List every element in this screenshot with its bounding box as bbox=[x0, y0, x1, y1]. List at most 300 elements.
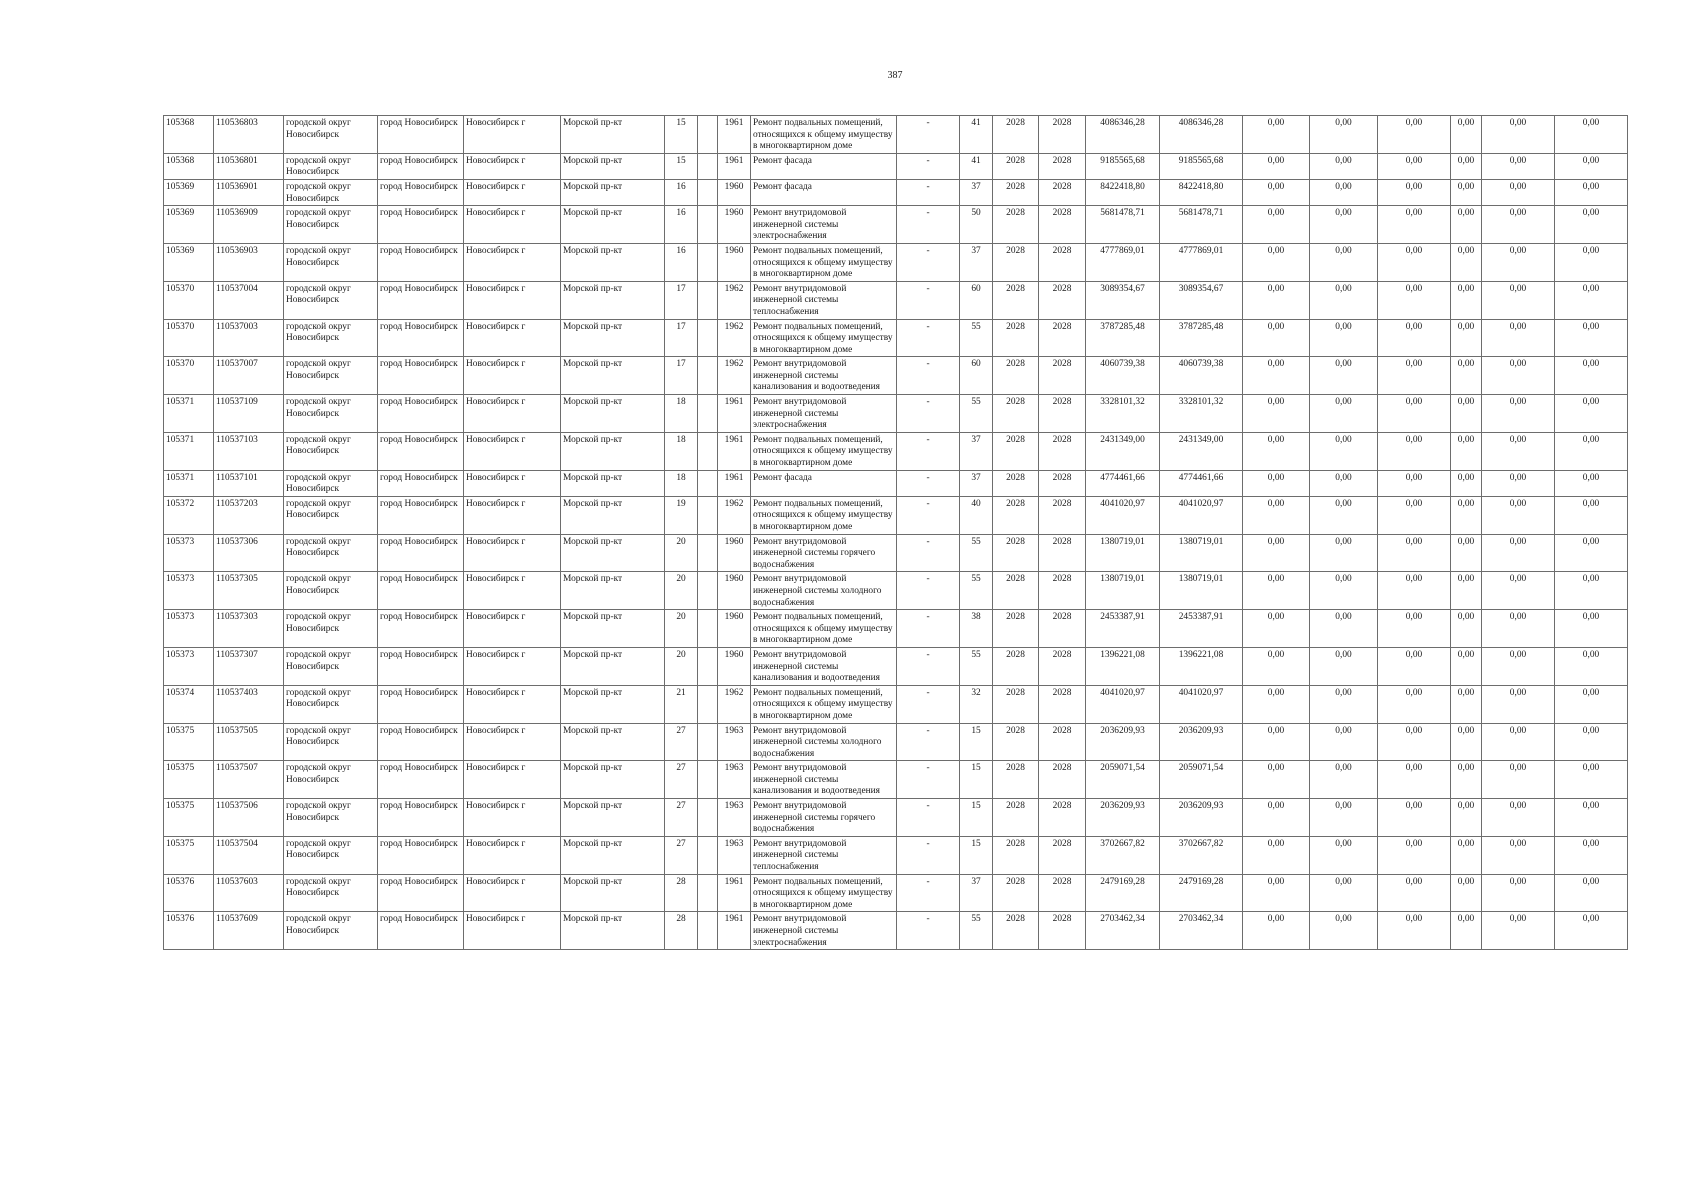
cell-total-cost: 2703462,34 bbox=[1086, 912, 1160, 950]
cell-wear-percent: 55 bbox=[960, 912, 993, 950]
cell-budget-federal: 0,00 bbox=[1243, 836, 1310, 874]
cell-plan-start-year: 2028 bbox=[993, 912, 1039, 950]
cell-mark: - bbox=[897, 912, 960, 950]
cell-extra: 0,00 bbox=[1555, 874, 1628, 912]
cell-budget-federal: 0,00 bbox=[1243, 647, 1310, 685]
cell-plan-start-year: 2028 bbox=[993, 116, 1039, 154]
cell-other-sources: 0,00 bbox=[1482, 534, 1555, 572]
cell-locality: Новосибирск г bbox=[464, 395, 561, 433]
cell-house-id: 105373 bbox=[164, 647, 214, 685]
cell-plan-start-year: 2028 bbox=[993, 319, 1039, 357]
cell-total-cost: 2431349,00 bbox=[1086, 432, 1160, 470]
cell-budget-local: 0,00 bbox=[1378, 153, 1451, 179]
cell-street: Морской пр-кт bbox=[561, 395, 665, 433]
cell-work-id: 110537504 bbox=[214, 836, 284, 874]
cell-street: Морской пр-кт bbox=[561, 153, 665, 179]
cell-budget-regional: 0,00 bbox=[1310, 534, 1378, 572]
cell-settlement: город Новосибирск bbox=[378, 206, 464, 244]
cell-fund-cost: 4041020,97 bbox=[1160, 685, 1243, 723]
cell-work-id: 110537505 bbox=[214, 723, 284, 761]
cell-locality: Новосибирск г bbox=[464, 685, 561, 723]
cell-work-type: Ремонт подвальных помещений, относящихся к общему имуществу в многоквартирном доме bbox=[751, 243, 897, 281]
cell-street: Морской пр-кт bbox=[561, 799, 665, 837]
table-row bbox=[164, 610, 1628, 648]
cell-year-built: 1962 bbox=[718, 319, 751, 357]
cell-plan-start-year: 2028 bbox=[993, 836, 1039, 874]
cell-owners-share: 0,00 bbox=[1451, 395, 1482, 433]
cell-year-built: 1963 bbox=[718, 723, 751, 761]
cell-budget-regional: 0,00 bbox=[1310, 432, 1378, 470]
cell-fund-cost: 2479169,28 bbox=[1160, 874, 1243, 912]
cell-settlement: город Новосибирск bbox=[378, 243, 464, 281]
cell-locality: Новосибирск г bbox=[464, 357, 561, 395]
cell-plan-start-year: 2028 bbox=[993, 206, 1039, 244]
cell-building bbox=[698, 685, 718, 723]
cell-other-sources: 0,00 bbox=[1482, 836, 1555, 874]
cell-plan-start-year: 2028 bbox=[993, 723, 1039, 761]
cell-house-id: 105371 bbox=[164, 470, 214, 496]
cell-year-built: 1960 bbox=[718, 647, 751, 685]
cell-budget-federal: 0,00 bbox=[1243, 610, 1310, 648]
cell-house-id: 105375 bbox=[164, 761, 214, 799]
cell-mark: - bbox=[897, 647, 960, 685]
cell-municipal-district: городской округ Новосибирск bbox=[284, 470, 378, 496]
cell-other-sources: 0,00 bbox=[1482, 153, 1555, 179]
cell-extra: 0,00 bbox=[1555, 470, 1628, 496]
cell-year-built: 1961 bbox=[718, 874, 751, 912]
cell-work-type: Ремонт внутридомовой инженерной системы теплоснабжения bbox=[751, 836, 897, 874]
cell-fund-cost: 2036209,93 bbox=[1160, 723, 1243, 761]
cell-budget-local: 0,00 bbox=[1378, 179, 1451, 205]
cell-owners-share: 0,00 bbox=[1451, 723, 1482, 761]
cell-plan-end-year: 2028 bbox=[1039, 470, 1086, 496]
cell-owners-share: 0,00 bbox=[1451, 432, 1482, 470]
cell-budget-local: 0,00 bbox=[1378, 647, 1451, 685]
table-row bbox=[164, 357, 1628, 395]
cell-house-number: 16 bbox=[665, 206, 698, 244]
cell-other-sources: 0,00 bbox=[1482, 281, 1555, 319]
cell-work-type: Ремонт подвальных помещений, относящихся к общему имуществу в многоквартирном доме bbox=[751, 116, 897, 154]
cell-settlement: город Новосибирск bbox=[378, 836, 464, 874]
cell-owners-share: 0,00 bbox=[1451, 243, 1482, 281]
cell-year-built: 1962 bbox=[718, 496, 751, 534]
cell-other-sources: 0,00 bbox=[1482, 243, 1555, 281]
cell-owners-share: 0,00 bbox=[1451, 357, 1482, 395]
cell-work-id: 110537007 bbox=[214, 357, 284, 395]
cell-budget-regional: 0,00 bbox=[1310, 470, 1378, 496]
cell-fund-cost: 9185565,68 bbox=[1160, 153, 1243, 179]
cell-wear-percent: 55 bbox=[960, 395, 993, 433]
cell-mark: - bbox=[897, 395, 960, 433]
cell-budget-local: 0,00 bbox=[1378, 572, 1451, 610]
cell-fund-cost: 1396221,08 bbox=[1160, 647, 1243, 685]
cell-wear-percent: 60 bbox=[960, 357, 993, 395]
cell-wear-percent: 55 bbox=[960, 572, 993, 610]
cell-house-id: 105376 bbox=[164, 912, 214, 950]
cell-work-type: Ремонт фасада bbox=[751, 470, 897, 496]
cell-house-number: 18 bbox=[665, 470, 698, 496]
cell-budget-federal: 0,00 bbox=[1243, 874, 1310, 912]
cell-plan-start-year: 2028 bbox=[993, 432, 1039, 470]
cell-year-built: 1960 bbox=[718, 206, 751, 244]
cell-work-id: 110537507 bbox=[214, 761, 284, 799]
cell-budget-federal: 0,00 bbox=[1243, 685, 1310, 723]
cell-extra: 0,00 bbox=[1555, 319, 1628, 357]
cell-settlement: город Новосибирск bbox=[378, 761, 464, 799]
table-row bbox=[164, 496, 1628, 534]
cell-locality: Новосибирск г bbox=[464, 153, 561, 179]
cell-municipal-district: городской округ Новосибирск bbox=[284, 610, 378, 648]
cell-mark: - bbox=[897, 470, 960, 496]
cell-house-number: 21 bbox=[665, 685, 698, 723]
cell-fund-cost: 4777869,01 bbox=[1160, 243, 1243, 281]
cell-extra: 0,00 bbox=[1555, 243, 1628, 281]
cell-plan-start-year: 2028 bbox=[993, 153, 1039, 179]
cell-extra: 0,00 bbox=[1555, 685, 1628, 723]
cell-house-id: 105370 bbox=[164, 357, 214, 395]
cell-building bbox=[698, 319, 718, 357]
cell-work-id: 110537506 bbox=[214, 799, 284, 837]
table-row bbox=[164, 179, 1628, 205]
cell-owners-share: 0,00 bbox=[1451, 572, 1482, 610]
cell-building bbox=[698, 470, 718, 496]
cell-mark: - bbox=[897, 357, 960, 395]
cell-house-id: 105372 bbox=[164, 496, 214, 534]
cell-building bbox=[698, 206, 718, 244]
cell-municipal-district: городской округ Новосибирск bbox=[284, 799, 378, 837]
cell-municipal-district: городской округ Новосибирск bbox=[284, 395, 378, 433]
cell-budget-federal: 0,00 bbox=[1243, 761, 1310, 799]
table-row bbox=[164, 243, 1628, 281]
cell-budget-local: 0,00 bbox=[1378, 534, 1451, 572]
cell-other-sources: 0,00 bbox=[1482, 761, 1555, 799]
cell-fund-cost: 3787285,48 bbox=[1160, 319, 1243, 357]
cell-building bbox=[698, 179, 718, 205]
cell-mark: - bbox=[897, 836, 960, 874]
cell-municipal-district: городской округ Новосибирск bbox=[284, 319, 378, 357]
cell-work-type: Ремонт подвальных помещений, относящихся к общему имуществу в многоквартирном доме bbox=[751, 319, 897, 357]
cell-work-id: 110537203 bbox=[214, 496, 284, 534]
cell-house-number: 17 bbox=[665, 319, 698, 357]
table-body bbox=[164, 116, 1628, 950]
cell-other-sources: 0,00 bbox=[1482, 572, 1555, 610]
cell-budget-local: 0,00 bbox=[1378, 432, 1451, 470]
cell-budget-local: 0,00 bbox=[1378, 912, 1451, 950]
cell-fund-cost: 2431349,00 bbox=[1160, 432, 1243, 470]
cell-work-type: Ремонт внутридомовой инженерной системы канализования и водоотведения bbox=[751, 647, 897, 685]
cell-street: Морской пр-кт bbox=[561, 685, 665, 723]
cell-building bbox=[698, 647, 718, 685]
cell-street: Морской пр-кт bbox=[561, 319, 665, 357]
table-row bbox=[164, 470, 1628, 496]
cell-settlement: город Новосибирск bbox=[378, 395, 464, 433]
cell-street: Морской пр-кт bbox=[561, 761, 665, 799]
table-row bbox=[164, 432, 1628, 470]
cell-other-sources: 0,00 bbox=[1482, 206, 1555, 244]
cell-fund-cost: 3089354,67 bbox=[1160, 281, 1243, 319]
cell-extra: 0,00 bbox=[1555, 799, 1628, 837]
cell-total-cost: 1396221,08 bbox=[1086, 647, 1160, 685]
cell-other-sources: 0,00 bbox=[1482, 799, 1555, 837]
cell-house-id: 105368 bbox=[164, 116, 214, 154]
cell-budget-regional: 0,00 bbox=[1310, 357, 1378, 395]
cell-extra: 0,00 bbox=[1555, 395, 1628, 433]
cell-owners-share: 0,00 bbox=[1451, 799, 1482, 837]
cell-budget-local: 0,00 bbox=[1378, 243, 1451, 281]
cell-year-built: 1960 bbox=[718, 243, 751, 281]
cell-year-built: 1962 bbox=[718, 685, 751, 723]
table-row bbox=[164, 153, 1628, 179]
cell-plan-end-year: 2028 bbox=[1039, 281, 1086, 319]
cell-budget-federal: 0,00 bbox=[1243, 432, 1310, 470]
table-row bbox=[164, 912, 1628, 950]
cell-mark: - bbox=[897, 179, 960, 205]
cell-municipal-district: городской округ Новосибирск bbox=[284, 153, 378, 179]
cell-budget-federal: 0,00 bbox=[1243, 116, 1310, 154]
cell-budget-local: 0,00 bbox=[1378, 281, 1451, 319]
cell-house-number: 28 bbox=[665, 912, 698, 950]
cell-settlement: город Новосибирск bbox=[378, 319, 464, 357]
cell-other-sources: 0,00 bbox=[1482, 610, 1555, 648]
cell-budget-local: 0,00 bbox=[1378, 874, 1451, 912]
cell-house-number: 15 bbox=[665, 116, 698, 154]
cell-total-cost: 4086346,28 bbox=[1086, 116, 1160, 154]
cell-house-id: 105375 bbox=[164, 723, 214, 761]
cell-municipal-district: городской округ Новосибирск bbox=[284, 206, 378, 244]
cell-street: Морской пр-кт bbox=[561, 723, 665, 761]
cell-plan-end-year: 2028 bbox=[1039, 685, 1086, 723]
cell-budget-federal: 0,00 bbox=[1243, 319, 1310, 357]
cell-wear-percent: 32 bbox=[960, 685, 993, 723]
table-row bbox=[164, 534, 1628, 572]
cell-budget-federal: 0,00 bbox=[1243, 243, 1310, 281]
cell-total-cost: 2453387,91 bbox=[1086, 610, 1160, 648]
cell-work-id: 110536901 bbox=[214, 179, 284, 205]
cell-building bbox=[698, 281, 718, 319]
cell-budget-local: 0,00 bbox=[1378, 395, 1451, 433]
cell-work-type: Ремонт внутридомовой инженерной системы электроснабжения bbox=[751, 206, 897, 244]
cell-mark: - bbox=[897, 874, 960, 912]
cell-work-type: Ремонт подвальных помещений, относящихся к общему имуществу в многоквартирном доме bbox=[751, 874, 897, 912]
cell-other-sources: 0,00 bbox=[1482, 179, 1555, 205]
cell-budget-regional: 0,00 bbox=[1310, 281, 1378, 319]
cell-extra: 0,00 bbox=[1555, 836, 1628, 874]
cell-building bbox=[698, 874, 718, 912]
cell-plan-end-year: 2028 bbox=[1039, 319, 1086, 357]
cell-work-id: 110537307 bbox=[214, 647, 284, 685]
cell-settlement: город Новосибирск bbox=[378, 534, 464, 572]
cell-plan-end-year: 2028 bbox=[1039, 206, 1086, 244]
cell-locality: Новосибирск г bbox=[464, 799, 561, 837]
cell-budget-federal: 0,00 bbox=[1243, 572, 1310, 610]
cell-other-sources: 0,00 bbox=[1482, 319, 1555, 357]
cell-settlement: город Новосибирск bbox=[378, 572, 464, 610]
cell-fund-cost: 4086346,28 bbox=[1160, 116, 1243, 154]
cell-street: Морской пр-кт bbox=[561, 179, 665, 205]
cell-plan-end-year: 2028 bbox=[1039, 874, 1086, 912]
cell-owners-share: 0,00 bbox=[1451, 647, 1482, 685]
cell-municipal-district: городской округ Новосибирск bbox=[284, 243, 378, 281]
cell-budget-federal: 0,00 bbox=[1243, 912, 1310, 950]
cell-budget-federal: 0,00 bbox=[1243, 206, 1310, 244]
cell-year-built: 1963 bbox=[718, 761, 751, 799]
cell-house-number: 18 bbox=[665, 432, 698, 470]
cell-work-id: 110537609 bbox=[214, 912, 284, 950]
cell-year-built: 1962 bbox=[718, 357, 751, 395]
cell-budget-federal: 0,00 bbox=[1243, 281, 1310, 319]
cell-work-type: Ремонт подвальных помещений, относящихся к общему имуществу в многоквартирном доме bbox=[751, 685, 897, 723]
cell-municipal-district: городской округ Новосибирск bbox=[284, 116, 378, 154]
cell-settlement: город Новосибирск bbox=[378, 281, 464, 319]
cell-year-built: 1960 bbox=[718, 179, 751, 205]
cell-wear-percent: 37 bbox=[960, 243, 993, 281]
cell-budget-regional: 0,00 bbox=[1310, 116, 1378, 154]
cell-work-id: 110536803 bbox=[214, 116, 284, 154]
cell-budget-regional: 0,00 bbox=[1310, 243, 1378, 281]
cell-wear-percent: 37 bbox=[960, 432, 993, 470]
cell-street: Морской пр-кт bbox=[561, 496, 665, 534]
cell-budget-regional: 0,00 bbox=[1310, 153, 1378, 179]
cell-work-id: 110537305 bbox=[214, 572, 284, 610]
cell-street: Морской пр-кт bbox=[561, 534, 665, 572]
cell-fund-cost: 1380719,01 bbox=[1160, 534, 1243, 572]
cell-budget-regional: 0,00 bbox=[1310, 319, 1378, 357]
cell-house-id: 105369 bbox=[164, 179, 214, 205]
cell-budget-federal: 0,00 bbox=[1243, 799, 1310, 837]
cell-locality: Новосибирск г bbox=[464, 432, 561, 470]
cell-street: Морской пр-кт bbox=[561, 357, 665, 395]
cell-fund-cost: 2703462,34 bbox=[1160, 912, 1243, 950]
cell-total-cost: 9185565,68 bbox=[1086, 153, 1160, 179]
cell-wear-percent: 55 bbox=[960, 534, 993, 572]
capital-repair-table bbox=[163, 115, 1628, 950]
cell-mark: - bbox=[897, 572, 960, 610]
cell-total-cost: 3787285,48 bbox=[1086, 319, 1160, 357]
cell-wear-percent: 15 bbox=[960, 836, 993, 874]
cell-work-id: 110537103 bbox=[214, 432, 284, 470]
cell-mark: - bbox=[897, 243, 960, 281]
cell-budget-local: 0,00 bbox=[1378, 761, 1451, 799]
cell-other-sources: 0,00 bbox=[1482, 116, 1555, 154]
cell-total-cost: 4774461,66 bbox=[1086, 470, 1160, 496]
cell-extra: 0,00 bbox=[1555, 357, 1628, 395]
cell-year-built: 1960 bbox=[718, 534, 751, 572]
cell-owners-share: 0,00 bbox=[1451, 912, 1482, 950]
cell-year-built: 1961 bbox=[718, 395, 751, 433]
cell-plan-start-year: 2028 bbox=[993, 357, 1039, 395]
cell-total-cost: 4777869,01 bbox=[1086, 243, 1160, 281]
cell-wear-percent: 38 bbox=[960, 610, 993, 648]
cell-wear-percent: 55 bbox=[960, 647, 993, 685]
cell-building bbox=[698, 723, 718, 761]
cell-locality: Новосибирск г bbox=[464, 912, 561, 950]
cell-total-cost: 2059071,54 bbox=[1086, 761, 1160, 799]
cell-house-number: 20 bbox=[665, 572, 698, 610]
cell-total-cost: 3089354,67 bbox=[1086, 281, 1160, 319]
cell-work-type: Ремонт внутридомовой инженерной системы электроснабжения bbox=[751, 395, 897, 433]
cell-building bbox=[698, 395, 718, 433]
cell-house-id: 105368 bbox=[164, 153, 214, 179]
cell-locality: Новосибирск г bbox=[464, 761, 561, 799]
cell-extra: 0,00 bbox=[1555, 912, 1628, 950]
cell-house-number: 20 bbox=[665, 647, 698, 685]
cell-budget-local: 0,00 bbox=[1378, 836, 1451, 874]
cell-house-number: 20 bbox=[665, 534, 698, 572]
cell-budget-regional: 0,00 bbox=[1310, 610, 1378, 648]
cell-budget-regional: 0,00 bbox=[1310, 647, 1378, 685]
cell-municipal-district: городской округ Новосибирск bbox=[284, 685, 378, 723]
cell-street: Морской пр-кт bbox=[561, 206, 665, 244]
cell-budget-local: 0,00 bbox=[1378, 685, 1451, 723]
cell-work-id: 110537109 bbox=[214, 395, 284, 433]
cell-street: Морской пр-кт bbox=[561, 836, 665, 874]
table-row bbox=[164, 319, 1628, 357]
cell-total-cost: 1380719,01 bbox=[1086, 534, 1160, 572]
cell-wear-percent: 55 bbox=[960, 319, 993, 357]
cell-house-id: 105373 bbox=[164, 534, 214, 572]
cell-plan-end-year: 2028 bbox=[1039, 496, 1086, 534]
cell-settlement: город Новосибирск bbox=[378, 647, 464, 685]
cell-building bbox=[698, 912, 718, 950]
cell-owners-share: 0,00 bbox=[1451, 470, 1482, 496]
cell-work-id: 110537003 bbox=[214, 319, 284, 357]
page-number: 387 bbox=[887, 70, 903, 81]
cell-mark: - bbox=[897, 319, 960, 357]
cell-work-id: 110537306 bbox=[214, 534, 284, 572]
cell-work-id: 110536909 bbox=[214, 206, 284, 244]
cell-municipal-district: городской округ Новосибирск bbox=[284, 572, 378, 610]
cell-locality: Новосибирск г bbox=[464, 243, 561, 281]
cell-budget-local: 0,00 bbox=[1378, 723, 1451, 761]
cell-locality: Новосибирск г bbox=[464, 179, 561, 205]
cell-wear-percent: 37 bbox=[960, 179, 993, 205]
cell-extra: 0,00 bbox=[1555, 153, 1628, 179]
cell-year-built: 1963 bbox=[718, 799, 751, 837]
cell-extra: 0,00 bbox=[1555, 116, 1628, 154]
cell-plan-end-year: 2028 bbox=[1039, 432, 1086, 470]
cell-work-type: Ремонт фасада bbox=[751, 179, 897, 205]
cell-house-number: 19 bbox=[665, 496, 698, 534]
cell-owners-share: 0,00 bbox=[1451, 496, 1482, 534]
cell-street: Морской пр-кт bbox=[561, 610, 665, 648]
cell-work-type: Ремонт внутридомовой инженерной системы горячего водоснабжения bbox=[751, 534, 897, 572]
cell-year-built: 1962 bbox=[718, 281, 751, 319]
cell-mark: - bbox=[897, 153, 960, 179]
cell-settlement: город Новосибирск bbox=[378, 179, 464, 205]
cell-extra: 0,00 bbox=[1555, 610, 1628, 648]
cell-house-number: 16 bbox=[665, 179, 698, 205]
cell-locality: Новосибирск г bbox=[464, 534, 561, 572]
cell-street: Морской пр-кт bbox=[561, 912, 665, 950]
cell-house-id: 105371 bbox=[164, 395, 214, 433]
cell-house-number: 27 bbox=[665, 723, 698, 761]
cell-extra: 0,00 bbox=[1555, 432, 1628, 470]
cell-house-id: 105371 bbox=[164, 432, 214, 470]
cell-settlement: город Новосибирск bbox=[378, 432, 464, 470]
cell-owners-share: 0,00 bbox=[1451, 610, 1482, 648]
cell-municipal-district: городской округ Новосибирск bbox=[284, 281, 378, 319]
cell-owners-share: 0,00 bbox=[1451, 281, 1482, 319]
cell-budget-local: 0,00 bbox=[1378, 206, 1451, 244]
cell-locality: Новосибирск г bbox=[464, 572, 561, 610]
cell-building bbox=[698, 761, 718, 799]
cell-settlement: город Новосибирск bbox=[378, 874, 464, 912]
cell-wear-percent: 15 bbox=[960, 799, 993, 837]
cell-work-type: Ремонт подвальных помещений, относящихся к общему имуществу в многоквартирном доме bbox=[751, 496, 897, 534]
cell-plan-start-year: 2028 bbox=[993, 610, 1039, 648]
cell-street: Морской пр-кт bbox=[561, 432, 665, 470]
cell-budget-local: 0,00 bbox=[1378, 116, 1451, 154]
